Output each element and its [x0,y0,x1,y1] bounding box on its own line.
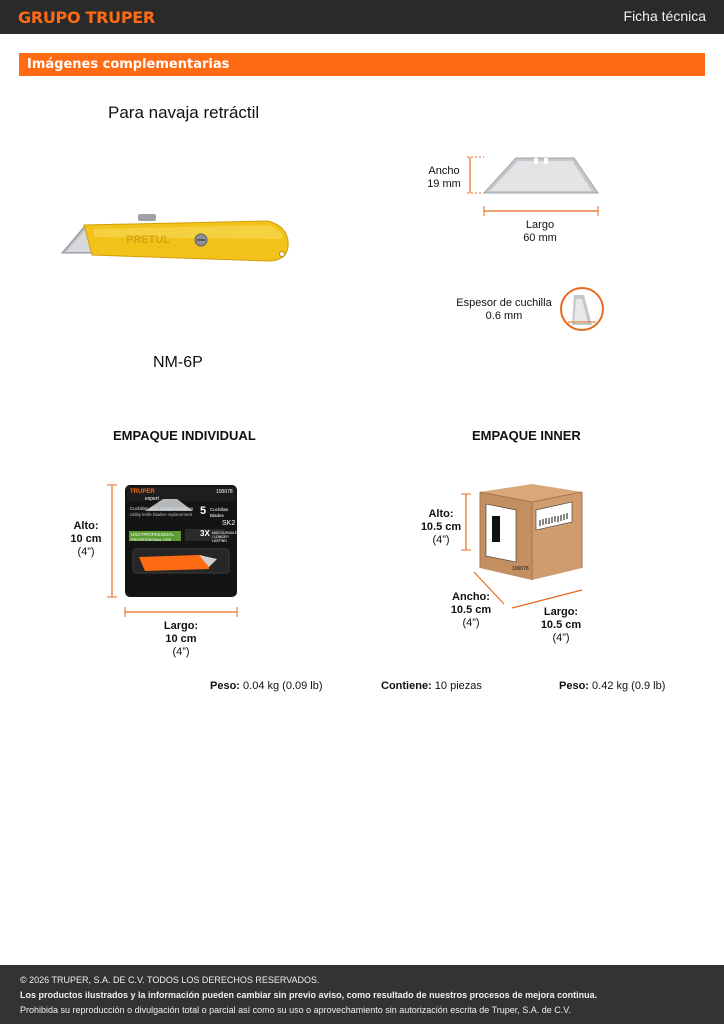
blade-thickness-icon [558,285,606,333]
card-usage-en: PROFESSIONAL USE [131,537,172,542]
card-count: 5 [200,505,207,517]
product-title: Para navaja retráctil [108,103,260,122]
card-code: 100078 [216,489,233,495]
blade-width-label: Ancho 19 mm [427,165,461,190]
footer-notice: Los productos ilustrados y la información pueden cambiar sin previo aviso, como resultado de nuestros procesos de mejora continua. [20,990,598,1000]
blade-diagram [462,153,604,218]
individual-height-label: Alto: 10 cm (4”) [70,520,102,558]
blade-length-label: Largo 60 mm [523,219,557,244]
product-model: NM-6P [153,354,203,371]
inner-pack-title: EMPAQUE INNER [472,428,581,443]
document-type: Ficha técnica [623,8,706,24]
card-3x-text: MÁS DURABLE / LONGER LASTING [212,531,238,543]
card-steel: SK2 [222,520,236,527]
individual-weight: Peso: 0.04 kg (0.09 lb) [210,680,323,692]
header-bar [0,0,724,34]
card-sub-brand: expert [145,496,159,502]
utility-knife-image [58,205,294,267]
pack-contents: Contiene: 10 piezas [381,680,482,692]
card-count-label-en: Blades [210,513,224,518]
card-3x: 3X [200,529,210,538]
individual-pack-image [105,483,245,619]
inner-height-label: Alto: 10.5 cm (4”) [420,508,462,546]
knife-brand-text: PRETUL [126,234,170,246]
card-desc-en: Utility knife blades replacement [130,512,193,517]
section-heading [19,53,705,76]
inner-width-label: Ancho: 10.5 cm (4”) [450,591,492,629]
card-usage-es: USO PROFESIONAL [131,532,175,537]
footer-prohibition: Prohibida su reproducción o divulgación total o parcial así como su uso o aprovechamiento sin autorización escrita de Truper, S.A. de C.V. [20,1005,571,1015]
inner-weight: Peso: 0.42 kg (0.9 lb) [559,680,666,692]
footer [0,965,724,1024]
card-brand: TRUPER [130,489,155,495]
brand-logo[interactable]: GRUPO TRUPER [18,8,155,27]
blade-thickness-label: Espesor de cuchilla 0.6 mm [456,297,552,322]
card-count-label-es: Cuchillas [210,507,229,512]
inner-length-label: Largo: 10.5 cm (4”) [540,606,582,644]
section-title: Imágenes complementarias [27,57,230,72]
card-desc-es: Cuchillas para navaja multiusos [130,506,194,511]
inner-box-code: 100078 [512,566,529,572]
footer-copyright: © 2026 TRUPER, S.A. DE C.V. TODOS LOS DERECHOS RESERVADOS. [20,975,320,985]
individual-pack-title: EMPAQUE INDIVIDUAL [113,428,256,443]
individual-length-label: Largo: 10 cm (4”) [163,620,199,658]
